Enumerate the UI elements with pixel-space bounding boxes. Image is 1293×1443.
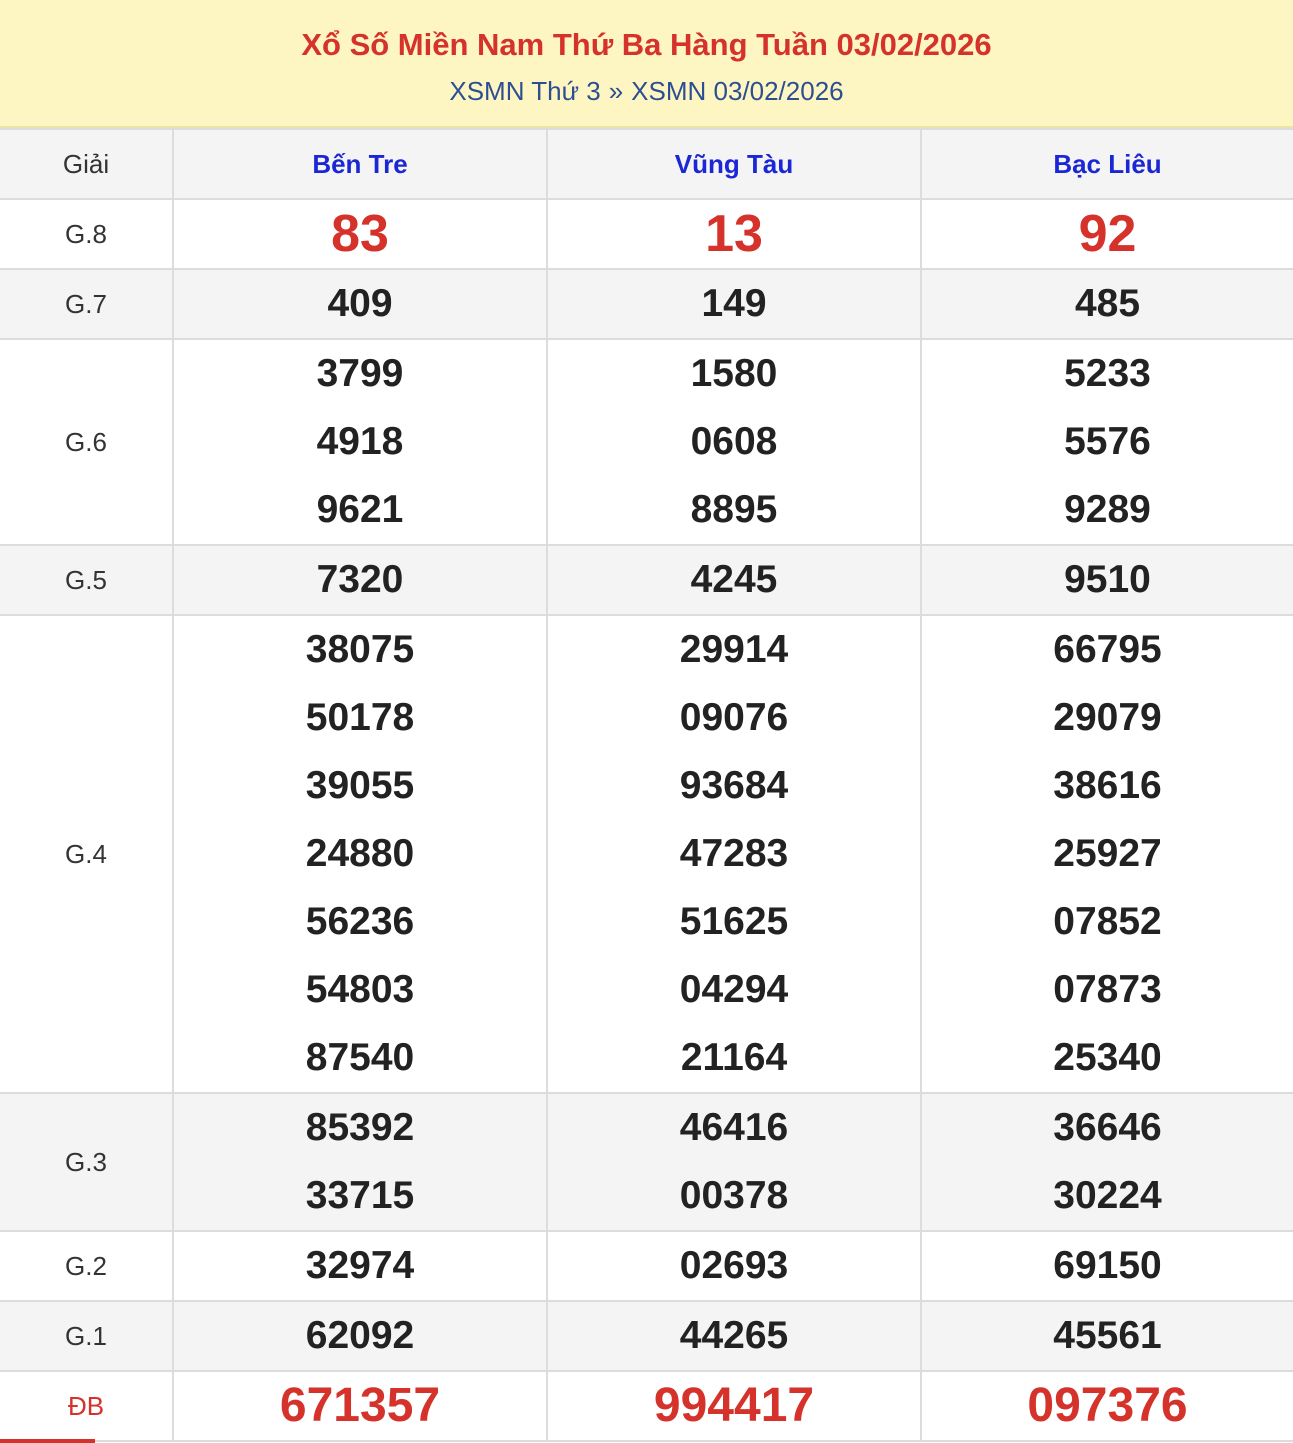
prize-label: G.6: [0, 339, 173, 545]
result-number: 44265: [679, 1314, 789, 1357]
result-number: 30224: [1053, 1174, 1162, 1217]
result-number: 1580: [690, 352, 778, 395]
result-cell-ben-tre: [173, 199, 547, 269]
prize-row: [0, 269, 1293, 339]
result-cell-ben-tre: [173, 1093, 547, 1231]
result-cell-bac-lieu: [921, 545, 1293, 615]
prize-label: G.3: [0, 1093, 173, 1231]
result-number: 149: [701, 282, 767, 325]
table-header-row: [0, 129, 1293, 199]
prize-label: ĐB: [0, 1371, 173, 1441]
result-number: 00378: [679, 1174, 789, 1217]
result-number: 9510: [1064, 558, 1151, 601]
result-cell-bac-lieu: [921, 1371, 1293, 1441]
breadcrumb-separator: »: [608, 76, 624, 106]
result-cell-vung-tau: [547, 1093, 921, 1231]
province-header-ben-tre[interactable]: Bến Tre: [173, 129, 547, 199]
breadcrumb-link-date[interactable]: XSMN 03/02/2026: [631, 76, 844, 106]
province-header-bac-lieu[interactable]: Bạc Liêu: [921, 129, 1293, 199]
province-header-vung-tau[interactable]: Vũng Tàu: [547, 129, 921, 199]
result-number: 5576: [1064, 420, 1151, 463]
result-cell-vung-tau: [547, 545, 921, 615]
prize-row: [0, 1371, 1293, 1441]
result-number: 69150: [1053, 1244, 1162, 1287]
result-cell-vung-tau: [547, 199, 921, 269]
prize-label: G.5: [0, 545, 173, 615]
result-number: 409: [327, 282, 393, 325]
result-number: 5233: [1064, 352, 1151, 395]
result-number: 24880: [305, 832, 415, 875]
result-cell-vung-tau: [547, 1231, 921, 1301]
result-number: 83: [331, 205, 389, 263]
result-number: 50178: [305, 696, 415, 739]
prize-row: [0, 615, 1293, 1093]
result-number: 29079: [1053, 696, 1162, 739]
result-number: 38616: [1053, 764, 1162, 807]
prize-label: G.2: [0, 1231, 173, 1301]
result-number: 8895: [690, 488, 778, 531]
result-number: 56236: [305, 900, 415, 943]
result-number: 92: [1078, 205, 1137, 263]
result-cell-bac-lieu: [921, 199, 1293, 269]
result-number: 4918: [316, 420, 404, 463]
result-cell-bac-lieu: [921, 339, 1293, 545]
result-number: 46416: [679, 1106, 789, 1149]
result-number: 29914: [679, 628, 789, 671]
result-number: 36646: [1053, 1106, 1162, 1149]
result-cell-vung-tau: [547, 615, 921, 1093]
result-cell-ben-tre: [173, 269, 547, 339]
result-number: 097376: [1027, 1379, 1188, 1432]
prize-label: G.1: [0, 1301, 173, 1371]
prize-row: [0, 339, 1293, 545]
result-number: 4245: [690, 558, 778, 601]
prize-row: [0, 1093, 1293, 1231]
result-cell-ben-tre: [173, 1301, 547, 1371]
result-number: 85392: [305, 1106, 415, 1149]
breadcrumb-link-weekday[interactable]: XSMN Thứ 3: [449, 76, 601, 106]
result-number: 32974: [305, 1244, 415, 1287]
prize-row: [0, 199, 1293, 269]
prize-row: [0, 1301, 1293, 1371]
result-number: 39055: [305, 764, 415, 807]
result-cell-vung-tau: [547, 1301, 921, 1371]
result-number: 51625: [679, 900, 789, 943]
result-cell-bac-lieu: [921, 1093, 1293, 1231]
result-cell-ben-tre: [173, 1371, 547, 1441]
prize-column-header: Giải: [0, 129, 173, 199]
results-header: [0, 0, 1293, 128]
prize-row: [0, 545, 1293, 615]
result-number: 9621: [316, 488, 404, 531]
result-cell-bac-lieu: [921, 1231, 1293, 1301]
result-cell-bac-lieu: [921, 269, 1293, 339]
result-number: 13: [705, 205, 763, 263]
result-number: 25927: [1053, 832, 1162, 875]
prize-row: [0, 1231, 1293, 1301]
result-number: 3799: [316, 352, 404, 395]
result-number: 33715: [305, 1174, 415, 1217]
result-number: 671357: [279, 1379, 441, 1432]
prize-label: G.4: [0, 615, 173, 1093]
result-number: 04294: [679, 968, 789, 1011]
result-number: 09076: [679, 696, 789, 739]
result-number: 485: [1074, 282, 1141, 325]
result-number: 02693: [679, 1244, 789, 1287]
footer-accent-line: [0, 1439, 95, 1443]
result-cell-vung-tau: [547, 269, 921, 339]
result-number: 62092: [305, 1314, 415, 1357]
prize-label: G.8: [0, 199, 173, 269]
result-cell-vung-tau: [547, 1371, 921, 1441]
result-number: 7320: [316, 558, 404, 601]
result-cell-ben-tre: [173, 615, 547, 1093]
result-number: 0608: [690, 420, 778, 463]
result-number: 93684: [679, 764, 789, 807]
result-number: 07852: [1053, 900, 1162, 943]
result-number: 45561: [1053, 1314, 1162, 1357]
breadcrumb: [0, 74, 1293, 108]
result-cell-ben-tre: [173, 339, 547, 545]
result-number: 38075: [305, 628, 415, 671]
result-number: 9289: [1064, 488, 1151, 531]
result-number: 54803: [305, 968, 415, 1011]
results-table: [0, 128, 1293, 1442]
result-number: 21164: [680, 1036, 788, 1079]
result-cell-bac-lieu: [921, 1301, 1293, 1371]
result-number: 07873: [1053, 968, 1162, 1011]
result-number: 25340: [1053, 1036, 1162, 1079]
result-cell-vung-tau: [547, 339, 921, 545]
result-number: 87540: [305, 1036, 415, 1079]
prize-label: G.7: [0, 269, 173, 339]
page-title: Xổ Số Miền Nam Thứ Ba Hàng Tuần 03/02/2026: [301, 27, 992, 62]
result-number: 47283: [679, 832, 789, 875]
result-number: 994417: [653, 1379, 815, 1432]
result-cell-ben-tre: [173, 1231, 547, 1301]
result-number: 66795: [1053, 628, 1162, 671]
result-cell-bac-lieu: [921, 615, 1293, 1093]
result-cell-ben-tre: [173, 545, 547, 615]
